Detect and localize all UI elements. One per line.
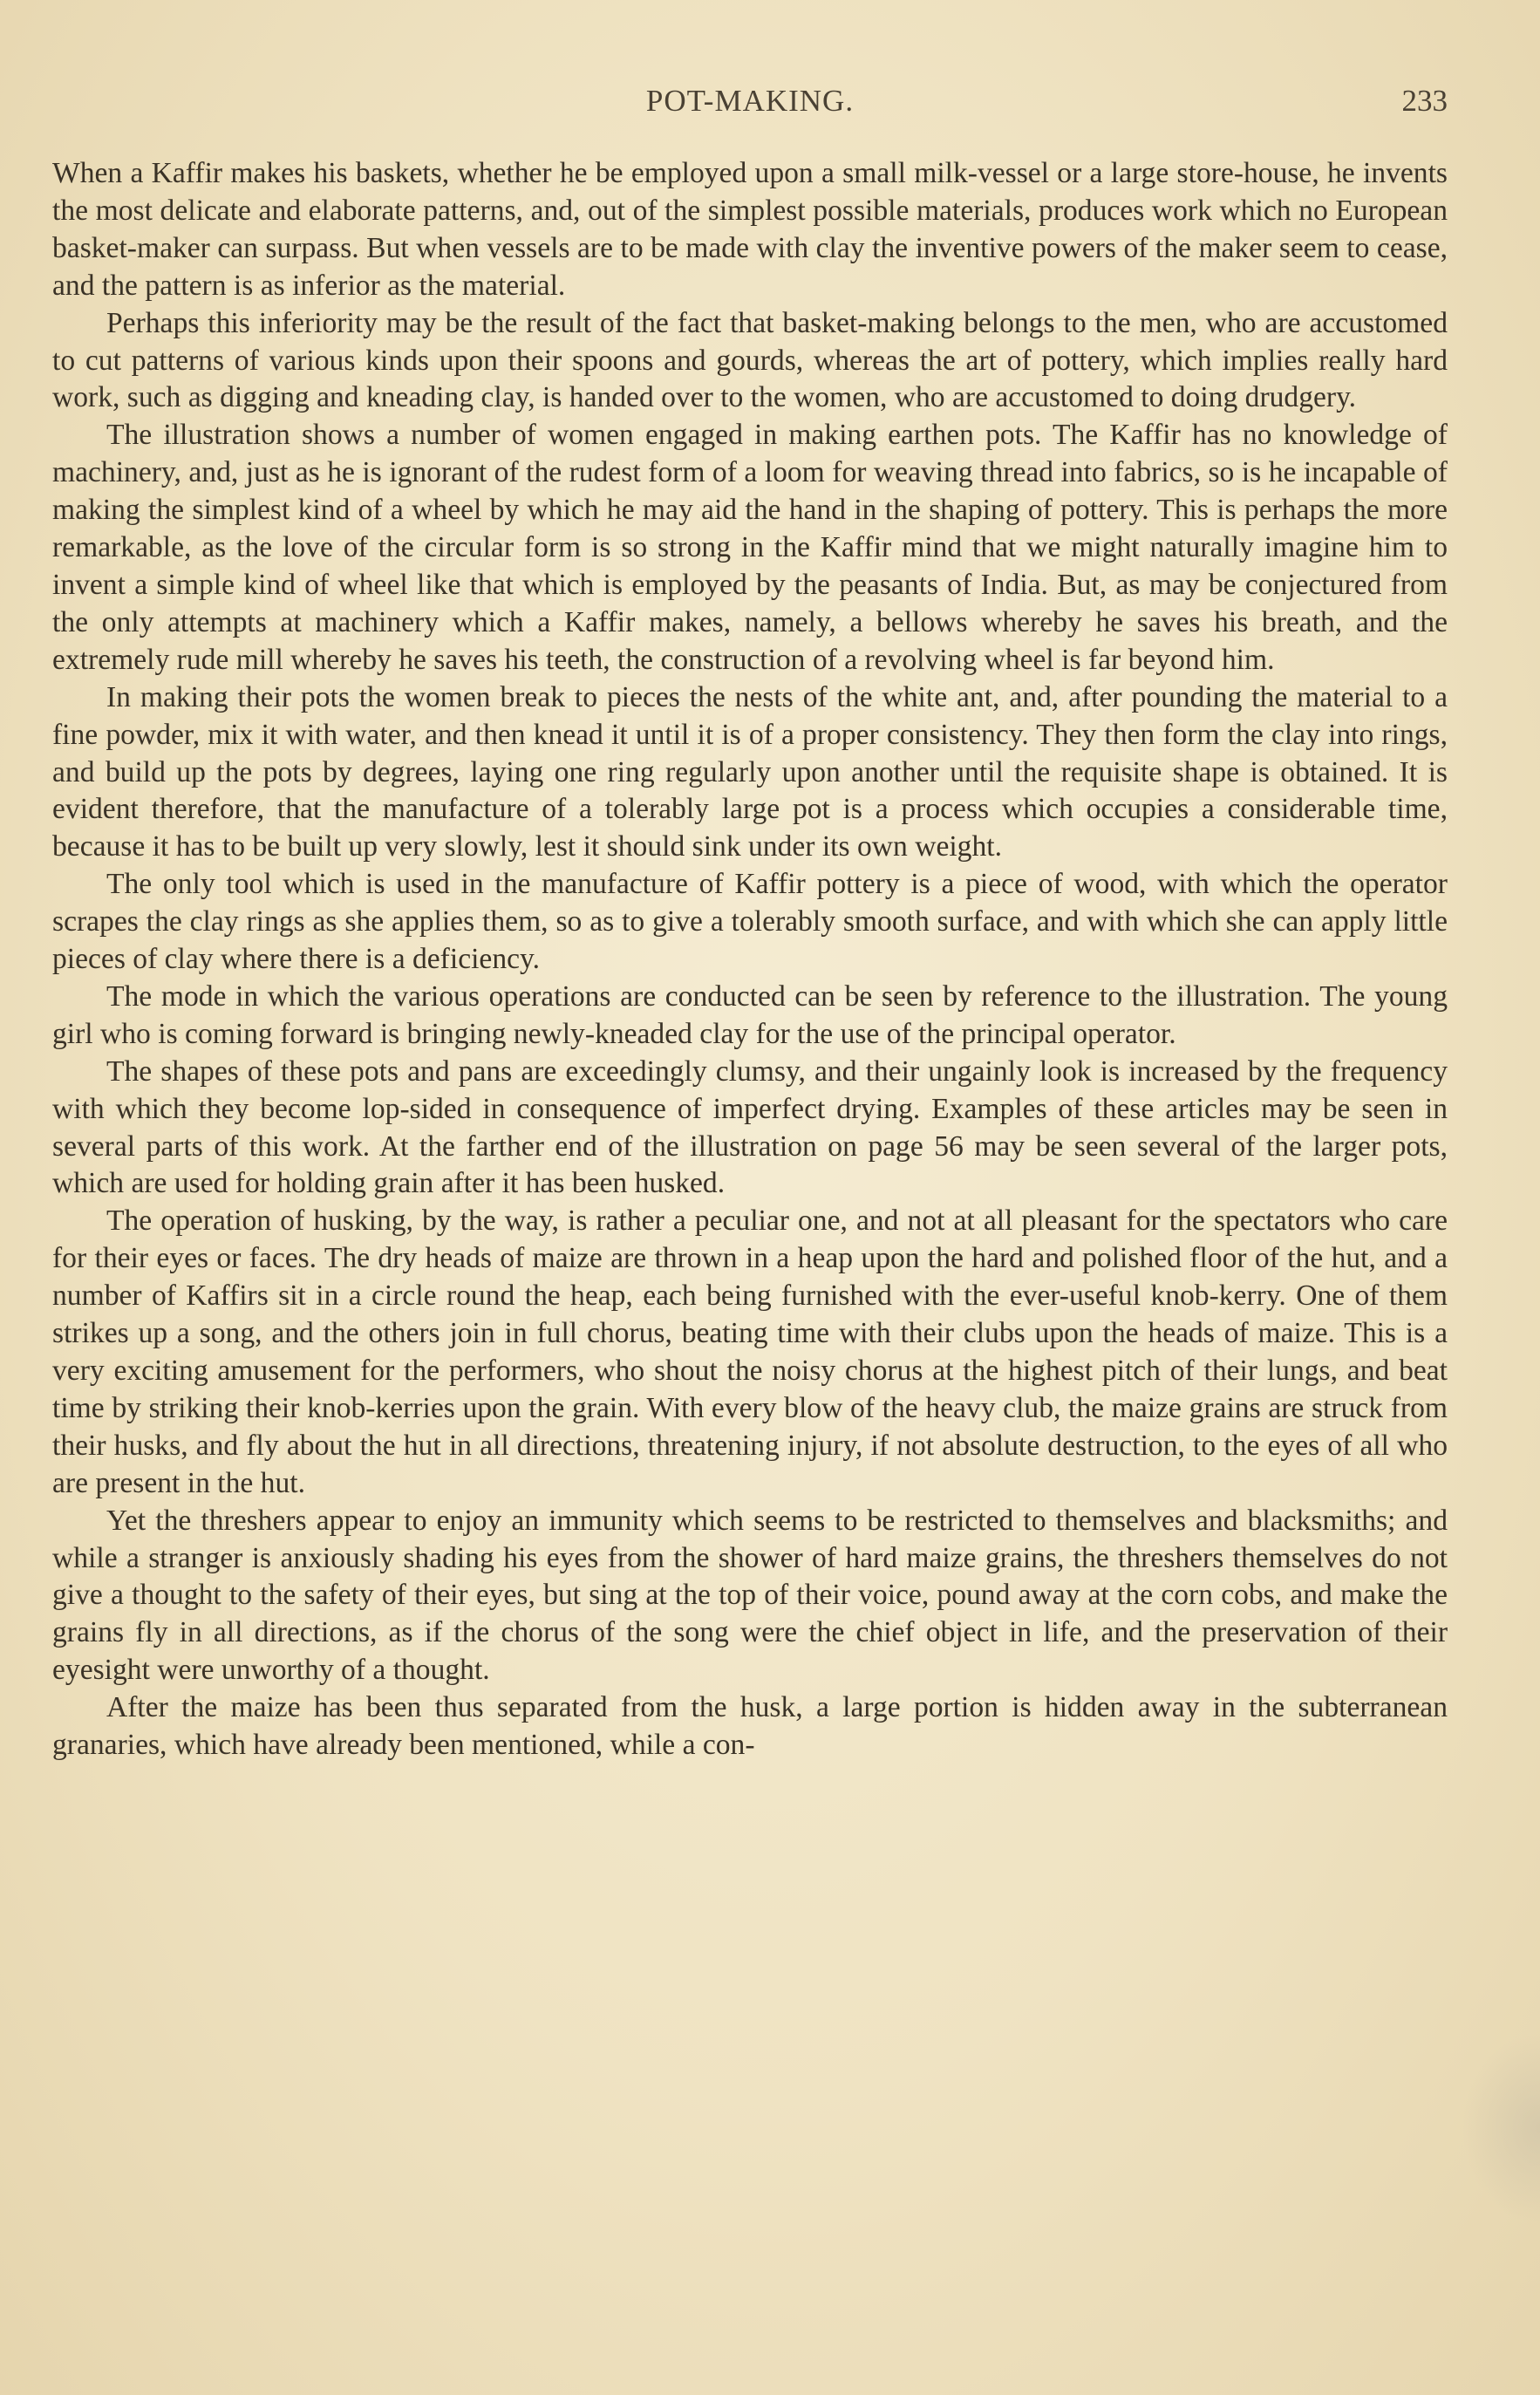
- body-text: [52, 155, 1448, 1764]
- page-number: 233: [1401, 84, 1448, 118]
- paragraph: After the maize has been thus separated from the husk, a large portion is hidden away in the subterranean granaries, which have already been mentioned, while a con-: [52, 1691, 1448, 1762]
- paragraph: The shapes of these pots and pans are exceedingly clumsy, and their ungainly look is increased by the frequency with which they become lop-sided in consequence of imperfect drying. Examples of these articles may be seen in several parts of this work. At the farther end of the illustration on page 56 may be seen several of the larger pots, which are used for holding grain after it has been husked.: [52, 1054, 1448, 1200]
- running-header: [52, 84, 1448, 127]
- paragraph: Yet the threshers appear to enjoy an immunity which seems to be restricted to themselves and blacksmiths; and while a stranger is anxiously shading his eyes from the shower of hard maize grains, the threshers themselves do not give a thought to the safety of their eyes, but sing at the top of their voice, pound away at the corn cobs, and make the grains fly in all directions, as if the chorus of the song were the chief object in life, and the preservation of their eyesight were unworthy of a thought.: [52, 1504, 1448, 1687]
- running-title: POT-MAKING.: [645, 84, 855, 118]
- paragraph: In making their pots the women break to pieces the nests of the white ant, and, after pounding the material to a fine powder, mix it with water, and then knead it until it is of a proper consistency. They then form the clay into rings, and build up the pots by degrees, laying one ring regularly upon another until the requisite shape is obtained. It is evident therefore, that the manufacture of a tolerably large pot is a process which occupies a considerable time, because it has to be built up very slowly, lest it should sink under its own weight.: [52, 680, 1448, 863]
- paragraph: The only tool which is used in the manufacture of Kaffir pottery is a piece of wood, with which the operator scrapes the clay rings as she applies them, so as to give a tolerably smooth surface, and with which she can apply little pieces of clay where there is a deficiency.: [52, 868, 1448, 976]
- paragraph: The illustration shows a number of women engaged in making earthen pots. The Kaffir has no knowledge of machinery, and, just as he is ignorant of the rudest form of a loom for weaving thread into fabrics, so is he incapable of making the simplest kind of a wheel by which he may aid the hand in the shaping of pottery. This is perhaps the more remarkable, as the love of the circular form is so strong in the Kaffir mind that we might naturally imagine him to invent a simple kind of wheel like that which is employed by the peasants of India. But, as may be conjectured from the only attempts at machinery which a Kaffir makes, namely, a bellows whereby he saves his breath, and the extremely rude mill whereby he saves his teeth, the construction of a revolving wheel is far beyond him.: [52, 419, 1448, 676]
- paragraph: When a Kaffir makes his baskets, whether he be employed upon a small milk-vessel or a large store-house, he invents the most delicate and elaborate patterns, and, out of the simplest possible materials, produces work which no European basket-maker can surpass. But when vessels are to be made with clay the inventive powers of the maker seem to cease, and the pattern is as inferior as the material.: [52, 157, 1448, 302]
- paragraph: The operation of husking, by the way, is rather a peculiar one, and not at all pleasant for the spectators who care for their eyes or faces. The dry heads of maize are thrown in a heap upon the hard and polished floor of the hut, and a number of Kaffirs sit in a circle round the heap, each being furnished with the ever-useful knob-kerry. One of them strikes up a song, and the others join in full chorus, beating time with their clubs upon the heads of maize. This is a very exciting amusement for the performers, who shout the noisy chorus at the highest pitch of their lungs, and beat time by striking their knob-kerries upon the grain. With every blow of the heavy club, the maize grains are struck from their husks, and fly about the hut in all directions, threatening injury, if not absolute destruction, to the eyes of all who are present in the hut.: [52, 1204, 1448, 1499]
- paragraph: Perhaps this inferiority may be the result of the fact that basket-making belongs to the men, who are accustomed to cut patterns of various kinds upon their spoons and gourds, whereas the art of pottery, which implies really hard work, such as digging and kneading clay, is handed over to the women, who are accustomed to doing drudgery.: [52, 306, 1448, 414]
- paragraph: The mode in which the various operations are conducted can be seen by reference to the illustration. The young girl who is coming forward is bringing newly-kneaded clay for the use of the principal operator.: [52, 979, 1448, 1050]
- paper-stain: [1462, 2032, 1540, 2224]
